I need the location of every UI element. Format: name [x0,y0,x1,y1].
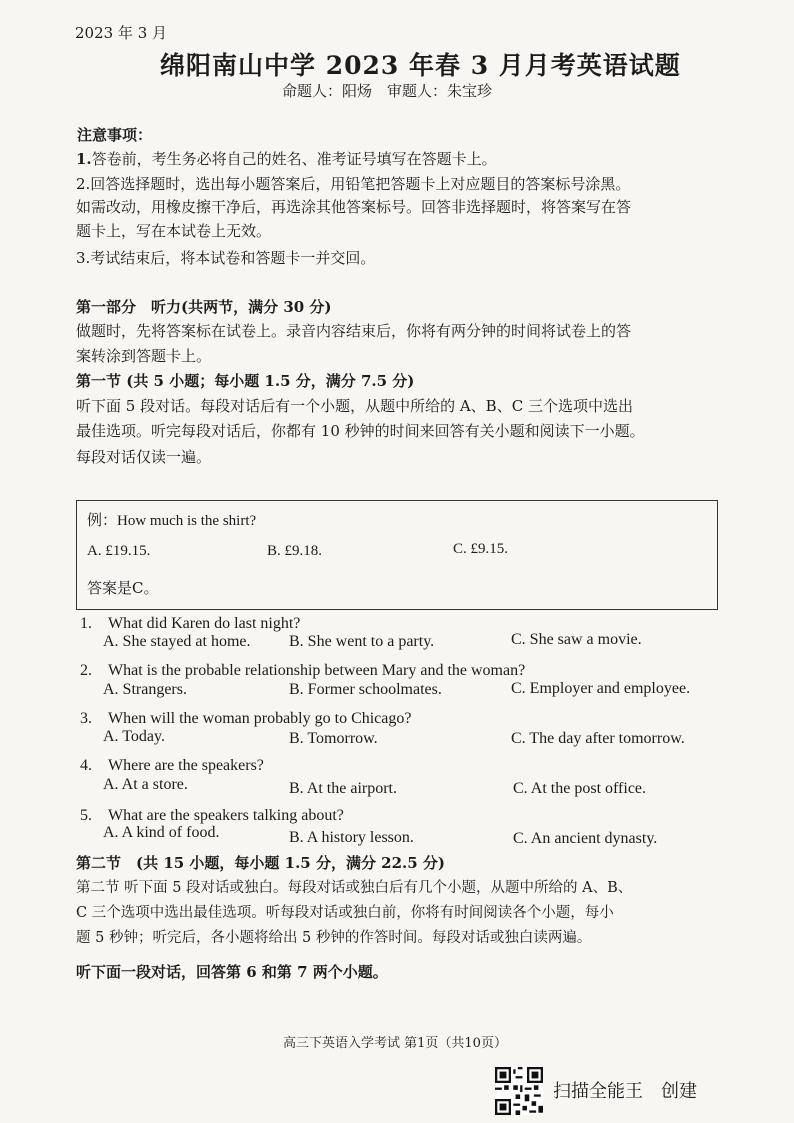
section1-desc-cont2: 每段对话仅读一遍。 [76,448,212,466]
question-1-option-c: C. She saw a movie. [511,631,642,648]
question-3-option-b: B. Tomorrow. [289,730,378,747]
question-1-option-a: A. She stayed at home. [103,633,251,650]
question-1-option-b: B. She went to a party. [289,633,435,650]
question-5-option-a: A. A kind of food. [103,824,220,841]
example-option-a: A. £19.15. [87,543,151,559]
note-item-1: 1.答卷前，考生务必将自己的姓名、准考证号填写在答题卡上。 [76,150,497,168]
question-3: 3. When will the woman probably go to Chicago? [80,710,412,727]
question-4: 4. Where are the speakers? [80,757,264,774]
notes-heading: 注意事项： [77,126,153,144]
exam-title: 绵阳南山中学 2023 年春 3 月月考英语试题 [160,51,681,80]
scanner-watermark: 扫描全能王 创建 [553,1081,697,1102]
note-item-2-cont: 如需改动，用橡皮擦干净后，再选涂其他答案标号。回答非选择题时，将答案写在答 [76,198,632,216]
question-5-option-c: C. An ancient dynasty. [513,830,658,847]
question-2-option-a: A. Strangers. [103,681,187,698]
question-4-option-a: A. At a store. [103,776,188,793]
question-5: 5. What are the speakers talking about? [80,807,344,824]
exam-authors: 命题人：阳炀 审题人：朱宝珍 [282,82,493,100]
question-3-option-a: A. Today. [103,728,165,745]
question-3-option-c: C. The day after tomorrow. [511,730,685,747]
section1-heading: 第一节 (共 5 小题；每小题 1.5 分，满分 7.5 分) [76,372,415,390]
question-2-option-b: B. Former schoolmates. [289,681,442,698]
note-item-2: 2.回答选择题时，选出每小题答案后，用铅笔把答题卡上对应题目的答案标号涂黑。 [76,175,631,193]
section1-desc: 听下面 5 段对话。每段对话后有一个小题，从题中所给的 A、B、C 三个选项中选出 [76,397,633,415]
qr-code-icon [495,1067,543,1115]
part1-desc-cont: 案转涂到答题卡上。 [76,347,212,365]
note-item-2-cont2: 题卡上，写在本试卷上无效。 [76,222,272,240]
question-4-option-c: C. At the post office. [513,780,647,797]
question-2: 2. What is the probable relationship between Mary and the woman? [80,662,526,679]
example-answer: 答案是C。 [87,579,159,597]
question-1: 1. What did Karen do last night? [80,615,301,632]
example-question: 例：How much is the shirt? [87,513,257,529]
section2-desc-cont: C 三个选项中选出最佳选项。听每段对话或独白前，你将有时间阅读各个小题，每小 [76,905,614,921]
example-option-c: C. £9.15. [453,541,509,557]
example-box [76,500,718,610]
question-4-option-b: B. At the airport. [289,780,397,797]
section2-desc: 第二节 听下面 5 段对话或独白。每段对话或独白后有几个小题，从题中所给的 A、B、 [76,880,633,896]
section1-desc-cont: 最佳选项。听完每段对话后，你都有 10 秒钟的时间来回答有关小题和阅读下一小题。 [76,422,645,440]
part1-desc: 做题时，先将答案标在试卷上。录音内容结束后，你将有两分钟的时间将试卷上的答 [76,322,632,340]
page-footer: 高三下英语入学考试 第1页（共10页） [283,1036,507,1051]
section2-desc-cont2: 题 5 秒钟；听完后，各小题将给出 5 秒钟的作答时间。每段对话或独白读两遍。 [76,930,592,946]
question-5-option-b: B. A history lesson. [289,829,414,846]
note-item-3: 3.考试结束后，将本试卷和答题卡一并交回。 [76,249,376,267]
example-option-b: B. £9.18. [267,543,323,559]
exam-date: 2023 年 3 月 [75,24,168,42]
section2-heading: 第二节 (共 15 小题，每小题 1.5 分，满分 22.5 分) [76,854,446,872]
question-2-option-c: C. Employer and employee. [511,680,691,697]
section2-instruction: 听下面一段对话，回答第 6 和第 7 两个小题。 [76,963,388,981]
part1-heading: 第一部分 听力(共两节，满分 30 分) [76,298,332,316]
